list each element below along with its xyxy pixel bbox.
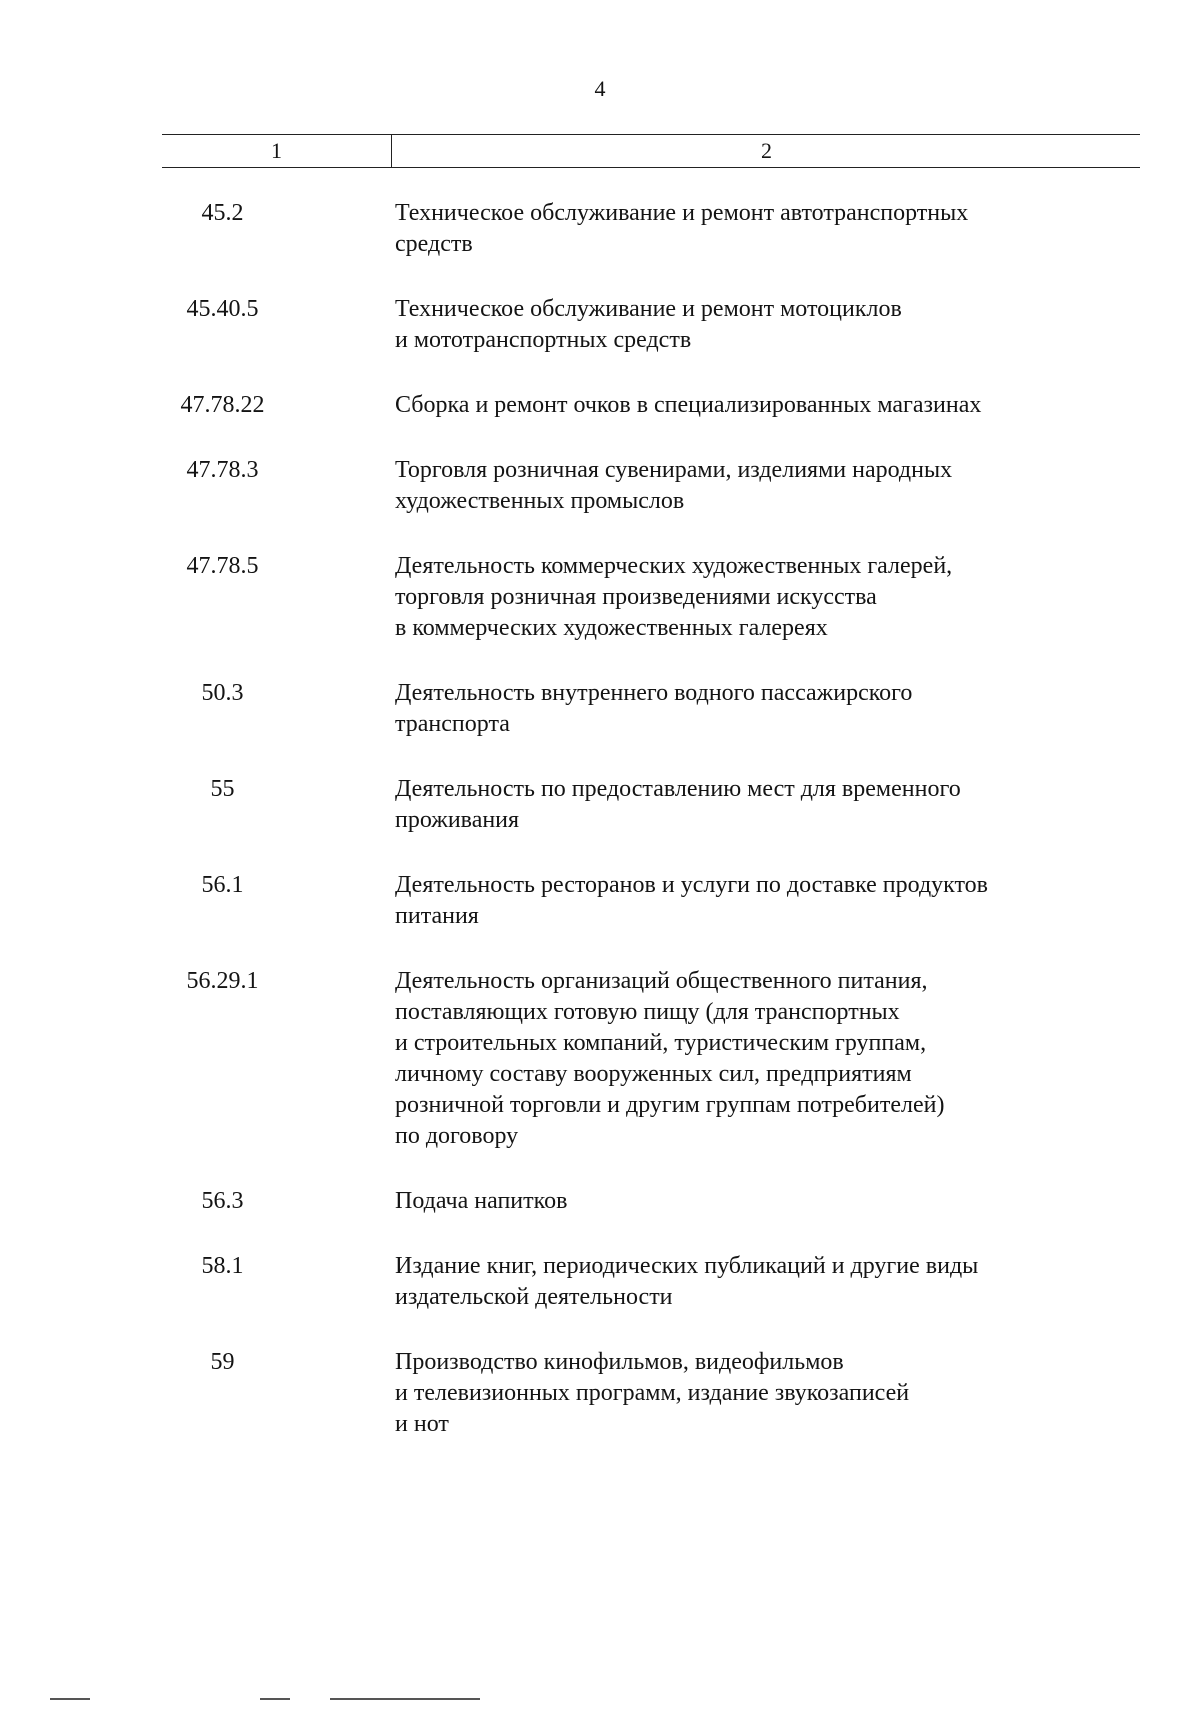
description-line: Деятельность ресторанов и услуги по доставке продуктов [395,872,989,898]
table-row [0,1251,1200,1313]
description-line: Техническое обслуживание и ремонт автотранспортных [395,200,969,226]
scan-artifact [40,1698,560,1701]
table-header [162,134,1140,168]
column-header-2: 2 [761,138,772,163]
activity-code: 45.2 [201,200,244,226]
table-row [0,1347,1200,1440]
description-line: питания [395,903,479,929]
activity-code: 56.1 [201,872,244,898]
activity-description [395,551,1115,644]
activity-code: 45.40.5 [186,296,259,322]
activity-description [395,1347,1115,1440]
table-row [0,1186,1200,1217]
description-line: Деятельность организаций общественного питания, [395,968,928,994]
activity-code: 47.78.3 [186,457,259,483]
description-line: и мототранспортных средств [395,327,692,353]
activity-code: 55 [210,776,235,802]
description-line: личному составу вооруженных сил, предприятиям [395,1061,912,1087]
activity-description [395,966,1115,1152]
description-line: Техническое обслуживание и ремонт мотоциклов [395,296,902,322]
description-line: Сборка и ремонт очков в специализированных магазинах [395,392,982,418]
activity-description [395,1251,1115,1313]
table-row [0,198,1200,260]
activity-description [395,1186,1115,1217]
description-line: розничной торговли и другим группам потребителей) [395,1092,945,1118]
description-line: Деятельность коммерческих художественных галерей, [395,553,953,579]
table-row [0,390,1200,421]
description-line: поставляющих готовую пищу (для транспортных [395,999,900,1025]
description-line: транспорта [395,711,510,737]
description-line: по договору [395,1123,519,1149]
description-line: художественных промыслов [395,488,685,514]
activity-description [395,774,1115,836]
page-number: 4 [594,76,606,101]
description-line: издательской деятельности [395,1284,673,1310]
activity-description [395,678,1115,740]
activity-description [395,455,1115,517]
activity-code: 58.1 [201,1253,244,1279]
activity-code: 47.78.22 [180,392,265,418]
description-line: в коммерческих художественных галереях [395,615,828,641]
table-body [0,198,1200,1474]
activity-description [395,390,1115,421]
description-line: Деятельность по предоставлению мест для временного [395,776,961,802]
description-line: и телевизионных программ, издание звукозаписей [395,1380,910,1406]
description-line: проживания [395,807,520,833]
table-row [0,455,1200,517]
header-bottom-rule [162,167,1140,169]
description-line: Производство кинофильмов, видеофильмов [395,1349,844,1375]
activity-code: 59 [210,1349,235,1375]
description-line: торговля розничная произведениями искусства [395,584,877,610]
activity-code: 56.29.1 [186,968,259,994]
table-row [0,294,1200,356]
header-top-rule [162,134,1140,136]
table-row [0,678,1200,740]
activity-code: 56.3 [201,1188,244,1214]
description-line: и нот [395,1411,449,1437]
description-line: средств [395,231,473,257]
activity-description [395,294,1115,356]
description-line: Деятельность внутреннего водного пассажирского [395,680,913,706]
description-line: Торговля розничная сувенирами, изделиями народных [395,457,953,483]
table-row [0,774,1200,836]
activity-code: 47.78.5 [186,553,259,579]
table-row [0,870,1200,932]
table-row [0,966,1200,1152]
description-line: Подача напитков [395,1188,568,1214]
table-row [0,551,1200,644]
description-line: Издание книг, периодических публикаций и другие виды [395,1253,979,1279]
activity-code: 50.3 [201,680,244,706]
activity-description [395,198,1115,260]
description-line: и строительных компаний, туристическим группам, [395,1030,927,1056]
activity-description [395,870,1115,932]
column-header-1: 1 [271,138,282,163]
